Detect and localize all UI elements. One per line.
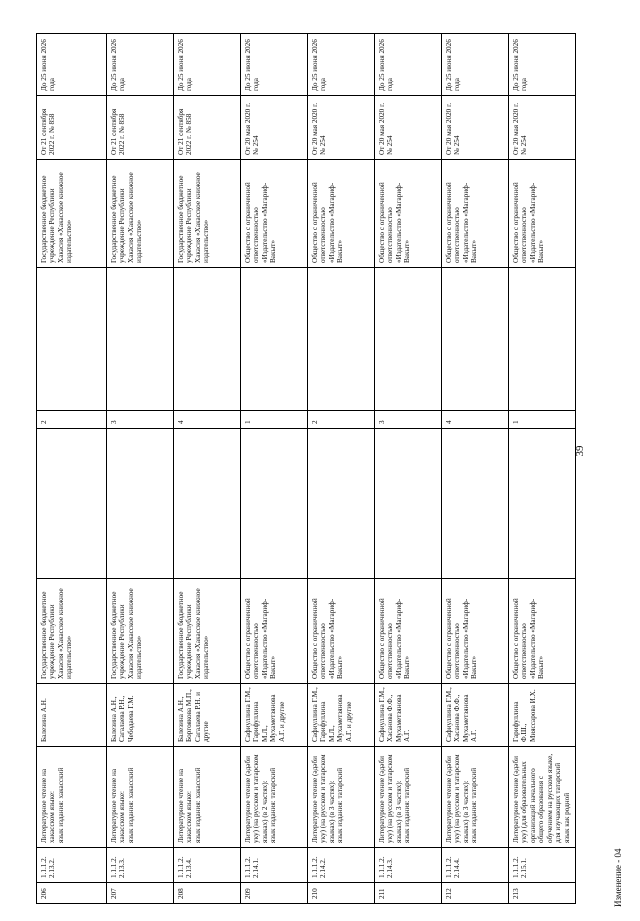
publisher-name: Общество с ограниченной ответственностью «Издательство «Магариф-Вакыт» (241, 160, 308, 268)
item-code: 1.1.1.2. 2.13.2. (37, 848, 107, 883)
blank-cell (442, 429, 509, 579)
item-code: 1.1.1.2. 2.15.1. (509, 848, 576, 883)
authors: Сафиуллина Г.М., Хасанова Ф.Ф., Мухаметзянова А.Г. (375, 684, 442, 747)
grade: 2 (37, 411, 107, 429)
textbook-title: Литературное чтение на хакасском языке: язык издания: хакасский (37, 747, 107, 848)
blank-cell (308, 268, 375, 411)
row-number: 211 (375, 883, 442, 904)
publisher: Государственное бюджетное учреждение Республики Хакасия «Хакасское книжное издательство» (37, 579, 107, 684)
table-row (241, 34, 308, 904)
authors: Сафиуллина Г.М., Хасанова Ф.Ф., Мухаметзянова А.Г. (442, 684, 509, 747)
blank-cell (308, 429, 375, 579)
order-date: От 20 мая 2020 г. № 254 (509, 96, 576, 160)
grade: 4 (174, 411, 241, 429)
row-number: 206 (37, 883, 107, 904)
textbook-title: Литературное чтение (әдәби уку) (на русском и татарском языках) (в 3 частях): язык издания: татарский (308, 747, 375, 848)
expiry-date: До 25 июня 2026 года (509, 34, 576, 96)
textbook-table (36, 33, 576, 904)
publisher: Общество с ограниченной ответственностью «Издательство «Магариф-Вакыт» (375, 579, 442, 684)
publisher: Общество с ограниченной ответственностью «Издательство «Магариф-Вакыт» (241, 579, 308, 684)
item-code: 1.1.1.2. 2.13.3. (107, 848, 174, 883)
table-row (375, 34, 442, 904)
authors: Балезина А.Н. (37, 684, 107, 747)
grade: 4 (442, 411, 509, 429)
expiry-date: До 25 июня 2026 года (375, 34, 442, 96)
order-date: От 20 мая 2020 г. № 254 (375, 96, 442, 160)
item-code: 1.1.1.2. 2.14.3. (375, 848, 442, 883)
row-number: 209 (241, 883, 308, 904)
blank-cell (375, 429, 442, 579)
item-code: 1.1.1.2. 2.14.2. (308, 848, 375, 883)
order-date: От 20 мая 2020 г. № 254 (308, 96, 375, 160)
grade: 2 (308, 411, 375, 429)
order-date: От 20 мая 2020 г. № 254 (442, 96, 509, 160)
blank-cell (37, 268, 107, 411)
revision-note: Изменение - 04 (613, 848, 623, 907)
publisher-name: Общество с ограниченной ответственностью «Издательство «Магариф-Вакыт» (308, 160, 375, 268)
table-row (442, 34, 509, 904)
blank-cell (375, 268, 442, 411)
textbook-title: Литературное чтение (әдәби уку) (на русском и татарском языках) (в 3 частях): язык издания: татарский (375, 747, 442, 848)
blank-cell (509, 429, 576, 579)
authors: Балезина А.Н., Сагалаева Р.Н., Чебодаева Г.М. (107, 684, 174, 747)
blank-cell (241, 429, 308, 579)
row-number: 210 (308, 883, 375, 904)
publisher: Общество с ограниченной ответственностью «Издательство «Магариф-Вакыт» (442, 579, 509, 684)
blank-cell (107, 429, 174, 579)
expiry-date: До 25 июня 2026 года (241, 34, 308, 96)
authors: Балезина А.Н., Боргоякова М.П., Сагалаева Р.Н. и другие (174, 684, 241, 747)
authors: Сафиуллина Г.М., Гарифуллина М.Л., Мухаметзянова А.Г. и другие (241, 684, 308, 747)
table-row (308, 34, 375, 904)
row-number: 213 (509, 883, 576, 904)
publisher-name: Государственное бюджетное учреждение Республики Хакасия «Хакасское книжное издательство» (174, 160, 241, 268)
publisher: Общество с ограниченной ответственностью «Издательство «Магариф-Вакыт» (509, 579, 576, 684)
expiry-date: До 25 июня 2026 года (174, 34, 241, 96)
publisher-name: Государственное бюджетное учреждение Республики Хакасия «Хакасское книжное издательство» (107, 160, 174, 268)
order-date: От 20 мая 2020 г. № 254 (241, 96, 308, 160)
grade: 1 (509, 411, 576, 429)
grade: 3 (107, 411, 174, 429)
blank-cell (442, 268, 509, 411)
table-row (509, 34, 576, 904)
grade: 1 (241, 411, 308, 429)
publisher-name: Общество с ограниченной ответственностью «Издательство «Магариф-Вакыт» (442, 160, 509, 268)
blank-cell (509, 268, 576, 411)
row-number: 212 (442, 883, 509, 904)
publisher: Государственное бюджетное учреждение Республики Хакасия «Хакасское книжное издательство» (174, 579, 241, 684)
grade: 3 (375, 411, 442, 429)
textbook-title: Литературное чтение на хакасском языке: язык издания: хакасский (107, 747, 174, 848)
expiry-date: До 25 июня 2026 года (442, 34, 509, 96)
blank-cell (37, 429, 107, 579)
authors: Сафиуллина Г.М., Гарифуллина М.Л., Мухаметзянова А.Г. и другие (308, 684, 375, 747)
blank-cell (241, 268, 308, 411)
item-code: 1.1.1.2. 2.13.4. (174, 848, 241, 883)
expiry-date: До 25 июня 2026 года (37, 34, 107, 96)
authors: Гарифуллина Ф.Ш., Мияссарова И.Х. (509, 684, 576, 747)
publisher-name: Государственное бюджетное учреждение Республики Хакасия «Хакасское книжное издательство» (37, 160, 107, 268)
table-row (174, 34, 241, 904)
order-date: От 21 сентября 2022 г. № 858 (174, 96, 241, 160)
order-date: От 21 сентября 2022 г. № 858 (37, 96, 107, 160)
publisher: Общество с ограниченной ответственностью «Издательство «Магариф-Вакыт» (308, 579, 375, 684)
item-code: 1.1.1.2. 2.14.4. (442, 848, 509, 883)
table-row (37, 34, 107, 904)
page-number: 39 (574, 445, 586, 457)
textbook-title: Литературное чтение (әдәби уку) (на русском и татарском языках) (в 3 частях): язык издания: татарский (442, 747, 509, 848)
textbook-title: Литературное чтение (әдәби уку) (для образовательных организаций начального общего образования с обучением на русском языке, для изучающих татарский язык как родной (509, 747, 576, 848)
textbook-title: Литературное чтение на хакасском языке: язык издания: хакасский (174, 747, 241, 848)
order-date: От 21 сентября 2022 г. № 858 (107, 96, 174, 160)
blank-cell (107, 268, 174, 411)
blank-cell (174, 268, 241, 411)
item-code: 1.1.1.2. 2.14.1. (241, 848, 308, 883)
blank-cell (174, 429, 241, 579)
table-row (107, 34, 174, 904)
publisher-name: Общество с ограниченной ответственностью «Издательство «Магариф-Вакыт» (509, 160, 576, 268)
expiry-date: До 25 июня 2026 года (308, 34, 375, 96)
publisher-name: Общество с ограниченной ответственностью «Издательство «Магариф-Вакыт» (375, 160, 442, 268)
expiry-date: До 25 июня 2026 года (107, 34, 174, 96)
row-number: 207 (107, 883, 174, 904)
publisher: Государственное бюджетное учреждение Республики Хакасия «Хакасское книжное издательство» (107, 579, 174, 684)
row-number: 208 (174, 883, 241, 904)
textbook-title: Литературное чтение (әдәби уку) (на русском и татарском языках) (в 2 частях): язык издания: татарский (241, 747, 308, 848)
